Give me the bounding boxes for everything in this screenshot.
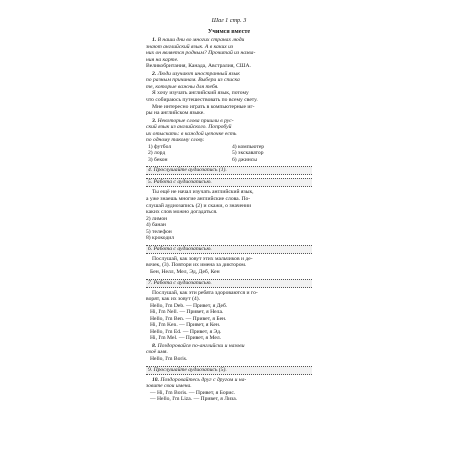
task-3	[146, 118, 312, 164]
word-item: 5) экскаватор	[232, 150, 264, 157]
list-item: 5) телефон	[146, 228, 172, 235]
word-item: 6) джинсы	[232, 156, 257, 163]
word-list	[146, 144, 312, 164]
list-item: 2) лимон	[146, 215, 168, 222]
page-header: Шаг 1 стр. 3	[211, 17, 247, 24]
word-item: 1) футбол	[148, 143, 172, 150]
prompt-line: те, которые важны для тебя.	[146, 83, 219, 90]
task-8-answer: Hello, I'm Boris.	[150, 355, 188, 362]
prompt-line: Люди изучают иностранный язык	[157, 70, 240, 77]
text-line: каких слов можно догадаться.	[146, 209, 218, 216]
text-line: Ты ещё не начал изучать английский язык,	[152, 189, 254, 196]
task-7-dialog	[146, 303, 312, 342]
task-2	[146, 71, 312, 117]
task-8	[146, 343, 312, 363]
task-5-paragraph	[146, 189, 312, 215]
dialog-line: Hi, I'm Ken. — Привет, я Кен.	[150, 322, 221, 329]
task-1-prompt	[146, 37, 312, 63]
task-5-items	[146, 216, 312, 242]
task-2-prompt	[146, 71, 312, 91]
text-line: вочек, (3). Повтори их имена за диктором.	[146, 262, 247, 269]
section-title: Учимся вместе	[207, 27, 251, 35]
prompt-line: зовите свои имена.	[146, 383, 192, 390]
task-5-bar: 5. Работа с аудиозаписью.	[146, 178, 312, 187]
text-column	[146, 18, 312, 403]
task-1	[146, 37, 312, 70]
text-line: ры на английском языке.	[146, 110, 205, 117]
text-line: слушай аудиозапись (2) и скажи, о значении	[146, 202, 252, 209]
task-number: 10.	[152, 376, 159, 383]
list-item: 4) банан	[146, 222, 166, 229]
word-item: 3) бекон	[148, 156, 168, 163]
prompt-line: них он является родным? Прочитай из назва-	[146, 50, 256, 57]
dialog-line: Hello, I'm Ed. — Привет, я Эд.	[150, 328, 222, 335]
prompt-line: знают английский язык. А в каких из	[146, 43, 234, 50]
dialog-line: — Hello, I'm Liza. — Привет, я Лиза.	[150, 396, 238, 403]
prompt-line: ский язык из английского. Попробуй	[146, 124, 232, 131]
dialog-line: Hi, I'm Nell. — Привет, я Нела.	[150, 309, 224, 316]
task-number: 8.	[152, 342, 157, 349]
task-6-bar: 6. Работа с аудиозаписью.	[146, 245, 312, 254]
prompt-line: их отыскать: в каждой цепочке есть	[146, 130, 237, 137]
prompt-line: ния на карте.	[146, 56, 179, 63]
task-number: 2.	[152, 70, 157, 77]
task-number: 3.	[152, 117, 157, 124]
task-8-prompt	[146, 343, 312, 356]
prompt-line: по одному такому слову.	[146, 137, 205, 144]
text-line: Я хочу изучать английский язык, потому	[152, 90, 249, 97]
list-item: 8) крокодил	[146, 235, 175, 242]
text-line: Послушай, как зовут этих мальчиков и де-	[152, 255, 253, 262]
task-number: 1.	[152, 37, 157, 44]
task-2-paragraph-1	[146, 90, 312, 103]
text-line: Мне интересно играть в компьютерные иг-	[152, 103, 255, 110]
task-10-prompt	[146, 377, 312, 390]
task-9-bar: 9. Прослушайте аудиозапись (5).	[146, 366, 312, 375]
task-6-paragraph	[146, 256, 312, 269]
dialog-line: Hello, I'm Ben. — Привет, я Бен.	[150, 315, 227, 322]
text-line: Послушай, как эти ребята здороваются и го-	[152, 289, 258, 296]
prompt-line: Некоторые слова пришли в рус-	[157, 117, 234, 124]
prompt-line: Поздоровайтесь друг с другом и на-	[160, 376, 247, 383]
task-7-paragraph	[146, 290, 312, 303]
dialog-line: Hello, I'm Deb. — Привет, я Деб.	[150, 302, 228, 309]
dialog-line: Hi, I'm Mel. — Привет, я Мел.	[150, 335, 222, 342]
text-line: а уже знаешь многие английские слова. По-	[146, 196, 251, 203]
text-line: ворят, как их зовут (4).	[146, 296, 200, 303]
text-line: что собираюсь путешествовать по всему свету.	[146, 97, 258, 104]
task-7-bar: 7. Работа с аудиозаписью.	[146, 279, 312, 288]
word-item: 4) компьютер	[232, 143, 265, 150]
dialog-line: — Hi, I'm Boris. — Привет, я Борис.	[150, 389, 236, 396]
task-1-answer: Великобритания, Канада, Австралия, США.	[146, 63, 251, 70]
prompt-line: В наши дни во многих странах люди	[157, 37, 245, 44]
task-6-names: Бен, Нелл, Мел, Эд, Деб, Кен	[150, 268, 220, 275]
task-10-dialog	[146, 390, 312, 403]
task-4-bar: 4. Прослушайте аудиозапись (1).	[146, 166, 312, 175]
task-10	[146, 377, 312, 403]
prompt-line: своё имя.	[146, 349, 168, 356]
word-item: 2) лорд	[148, 150, 166, 157]
task-3-prompt	[146, 118, 312, 144]
prompt-line: Поздоровайся по-английски и назови	[157, 342, 245, 349]
prompt-line: по разным причинам. Выбери из списка	[146, 77, 240, 84]
task-2-paragraph-2	[146, 104, 312, 117]
